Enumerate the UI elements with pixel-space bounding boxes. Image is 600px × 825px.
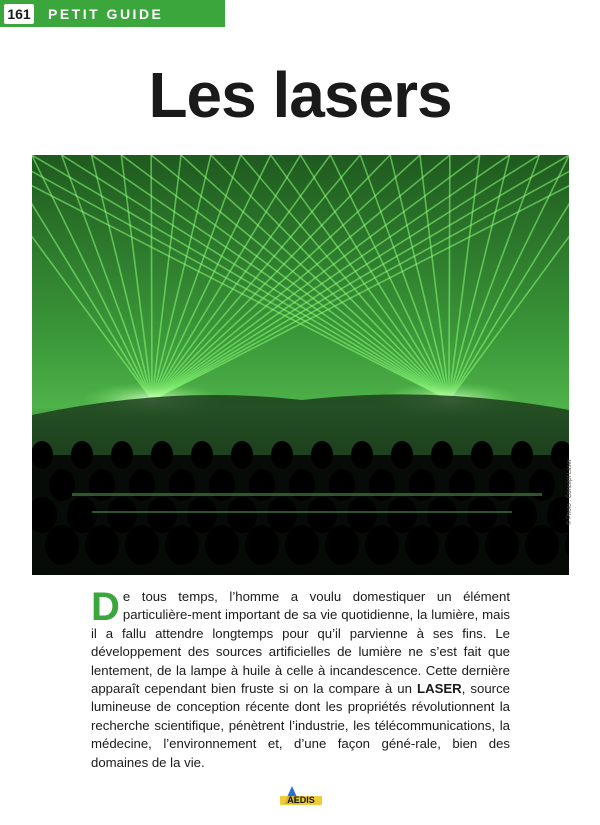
publisher-logo	[278, 782, 324, 808]
intro-text-end: , source lumineuse de conception récente dont les propriétés révolutionnent la recherche scientifique, pénètrent l’industrie, les télécommunications, la médecine, l’environnement et, d’une façon géné-rale, bien des domaines de la vie.	[91, 681, 510, 770]
header-band	[0, 0, 225, 27]
audience-silhouette	[85, 525, 119, 565]
logo-text: AEDIS	[287, 795, 315, 805]
audience-silhouette	[365, 525, 399, 565]
audience-silhouette	[405, 525, 439, 565]
audience-silhouette	[445, 525, 479, 565]
series-name: PETIT GUIDE	[48, 5, 164, 22]
audience-silhouette	[387, 497, 417, 533]
photo-credit: © Photo : Concept Laser	[567, 459, 573, 525]
audience-silhouette	[71, 441, 93, 469]
audience-silhouette	[347, 497, 377, 533]
audience-silhouette	[285, 525, 319, 565]
intro-paragraph	[91, 585, 510, 772]
audience-silhouette	[409, 469, 435, 501]
audience-silhouette	[125, 525, 159, 565]
audience-silhouette	[289, 469, 315, 501]
audience-silhouette	[449, 469, 475, 501]
audience-silhouette	[111, 441, 133, 469]
audience-silhouette	[191, 441, 213, 469]
laser-beam	[449, 155, 450, 400]
audience-silhouette	[369, 469, 395, 501]
audience-silhouette	[45, 525, 79, 565]
audience-silhouette	[209, 469, 235, 501]
audience-silhouette	[529, 469, 555, 501]
audience-silhouette	[227, 497, 257, 533]
audience-silhouette	[49, 469, 75, 501]
audience-silhouette	[311, 441, 333, 469]
series-number: 161	[4, 4, 34, 24]
audience-silhouette	[205, 525, 239, 565]
audience-silhouette	[129, 469, 155, 501]
audience-silhouette	[169, 469, 195, 501]
intro-text-start: e tous temps, l’homme a voulu domestiquer un élément particulière-ment important de sa vie quotidienne, la lumière, mais il a fallu attendre longtemps pour qu’il parvienne à ses fins. Le développement des sources artificielles de lumière ne s’est fait que lentement, de la lampe à huile à celle à incandescence. Cette dernière apparaît cependant bien fruste si on la compare à un	[91, 589, 510, 697]
audience-silhouette	[525, 525, 559, 565]
audience-silhouette	[107, 497, 137, 533]
audience-silhouette	[467, 497, 497, 533]
audience-silhouette	[489, 469, 515, 501]
audience-silhouette	[507, 497, 537, 533]
audience-silhouette	[165, 525, 199, 565]
audience-silhouette	[231, 441, 253, 469]
audience-silhouette	[151, 441, 173, 469]
audience-silhouette	[67, 497, 97, 533]
audience-silhouette	[307, 497, 337, 533]
audience-silhouette	[391, 441, 413, 469]
audience-silhouette	[471, 441, 493, 469]
audience-silhouette	[187, 497, 217, 533]
laser-beam	[151, 155, 152, 400]
laser-show-illustration	[32, 155, 569, 575]
audience-silhouette	[249, 469, 275, 501]
hero-photo	[32, 155, 569, 575]
drop-cap: D	[91, 585, 120, 629]
audience-silhouette	[329, 469, 355, 501]
audience-silhouette	[511, 441, 533, 469]
page-title: Les lasers	[148, 59, 452, 131]
audience-silhouette	[89, 469, 115, 501]
laser-keyword: LASER	[417, 681, 462, 697]
audience-silhouette	[427, 497, 457, 533]
audience-silhouette	[267, 497, 297, 533]
audience-silhouette	[485, 525, 519, 565]
audience-silhouette	[245, 525, 279, 565]
audience-silhouette	[325, 525, 359, 565]
audience-silhouette	[351, 441, 373, 469]
audience-silhouette	[32, 441, 53, 469]
audience-silhouette	[147, 497, 177, 533]
audience-silhouette	[431, 441, 453, 469]
audience-silhouette	[271, 441, 293, 469]
